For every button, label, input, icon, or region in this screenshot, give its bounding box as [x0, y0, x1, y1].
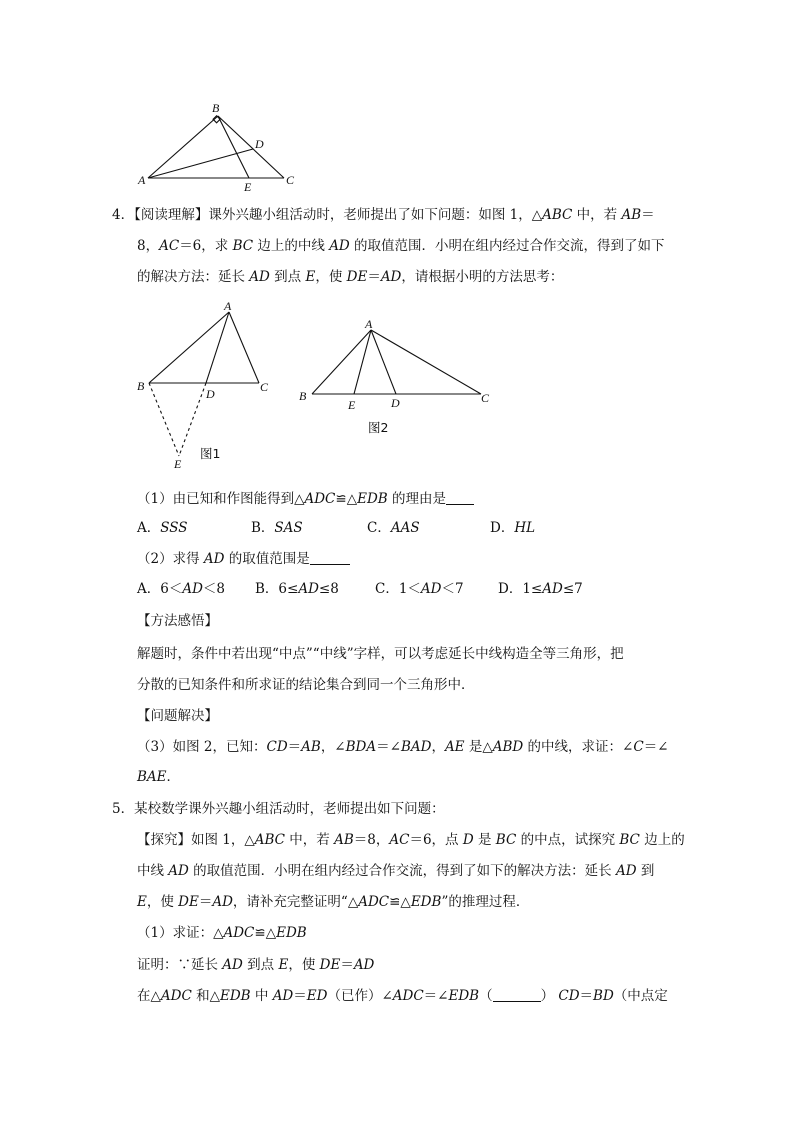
- q4-sub1: （1）由已知和作图能得到△ADC≌△EDB 的理由是: [137, 489, 474, 509]
- figure-1: [132, 298, 282, 474]
- q4-line-2: 8，AC＝6，求 BC 边上的中线 AD 的取值范围．小明在组内经过合作交流，得到了如下: [137, 238, 665, 254]
- q5-proof-line-2: 在△ADC 和△EDB 中 AD＝ED（已作）∠ADC＝∠EDB（ ） CD＝BD（中点定: [137, 988, 668, 1004]
- fig2-caption: 图2: [368, 420, 389, 435]
- fig1-segment-be: [149, 383, 179, 456]
- fig2-label-b: B: [299, 389, 307, 403]
- fig1-label-e: E: [174, 457, 182, 471]
- q4-sub3-line-2: BAE．: [137, 769, 181, 785]
- label-d: D: [255, 137, 264, 151]
- method-line-2: 分散的已知条件和所求证的结论集合到同一个三角形中．: [137, 677, 475, 693]
- fig1-segment-ac: [229, 312, 259, 383]
- q4-number: 4．: [112, 207, 135, 223]
- answer-blank-2[interactable]: [310, 550, 350, 565]
- q5-number: 5．: [112, 801, 135, 817]
- q5-line-3: 中线 AD 的取值范围．小明在组内经过合作交流，得到了如下的解决方法：延长 AD 到: [137, 863, 655, 879]
- option-c[interactable]: C．1＜AD＜7: [375, 581, 464, 597]
- q5-line-1: 5．某校数学课外兴趣小组活动时，老师提出如下问题：: [112, 801, 445, 817]
- option-d[interactable]: D．HL: [490, 520, 536, 536]
- q5-proof-line-1: 证明：∵延长 AD 到点 E，使 DE＝AD: [137, 957, 375, 973]
- fig2-segment-ad: [371, 330, 396, 394]
- method-tag: 【方法感悟】: [137, 613, 218, 629]
- q4-line-1: 4．【阅读理解】课外兴趣小组活动时，老师提出了如下问题：如图 1，△ABC 中，若 AB＝: [112, 207, 655, 223]
- fig2-label-a: A: [365, 317, 373, 331]
- fig1-label-c: C: [260, 380, 269, 394]
- option-b[interactable]: B．SAS: [251, 520, 303, 536]
- top-triangle-figure: [136, 98, 306, 194]
- fig2-label-e: E: [348, 398, 356, 412]
- option-b[interactable]: B．6≤AD≤8: [255, 581, 339, 597]
- option-d[interactable]: D．1≤AD≤7: [498, 581, 583, 597]
- option-c[interactable]: C．AAS: [367, 520, 420, 536]
- q4-line-3: 的解决方法：延长 AD 到点 E，使 DE＝AD，请根据小明的方法思考：: [137, 269, 564, 285]
- label-e: E: [244, 180, 252, 194]
- explore-tag: 【探究】: [137, 832, 191, 848]
- q5-line-4: E，使 DE＝AD，请补充完整证明“△ADC≌△EDB”的推理过程．: [137, 894, 530, 910]
- solve-tag: 【问题解决】: [137, 708, 218, 724]
- option-a[interactable]: A．SSS: [137, 520, 188, 536]
- label-c: C: [286, 173, 295, 187]
- method-line-1: 解题时，条件中若出现“中点”“中线”字样，可以考虑延长中线构造全等三角形，把: [137, 646, 624, 662]
- option-a[interactable]: A．6＜AD＜8: [137, 581, 226, 597]
- fig2-label-d: D: [391, 396, 400, 410]
- segment-bc: [218, 116, 284, 178]
- fig1-caption: 图1: [200, 446, 221, 461]
- label-a: A: [138, 173, 146, 187]
- answer-blank-1[interactable]: [446, 490, 474, 505]
- q4-tag: 【阅读理解】: [134, 207, 209, 223]
- q5-part1: （1）求证：△ADC≌△EDB: [137, 925, 307, 941]
- fig1-label-a: A: [224, 299, 232, 313]
- fig1-label-b: B: [137, 379, 145, 393]
- fig2-label-c: C: [481, 391, 490, 405]
- fig2-segment-ac: [371, 330, 481, 394]
- fig1-label-d: D: [206, 387, 215, 401]
- answer-blank-reason[interactable]: [493, 987, 541, 1002]
- figure-2: [295, 314, 495, 438]
- segment-be: [218, 116, 249, 178]
- q4-sub3-line-1: （3）如图 2，已知：CD＝AB，∠BDA＝∠BAD，AE 是△ABD 的中线，求证：∠C＝∠: [137, 739, 669, 755]
- label-b: B: [212, 101, 220, 115]
- q4-sub2: （2）求得 AD 的取值范围是: [137, 549, 350, 569]
- q5-line-2: 【探究】如图 1，△ABC 中，若 AB＝8，AC＝6，点 D 是 BC 的中点，试探究 BC 边上的: [137, 832, 685, 848]
